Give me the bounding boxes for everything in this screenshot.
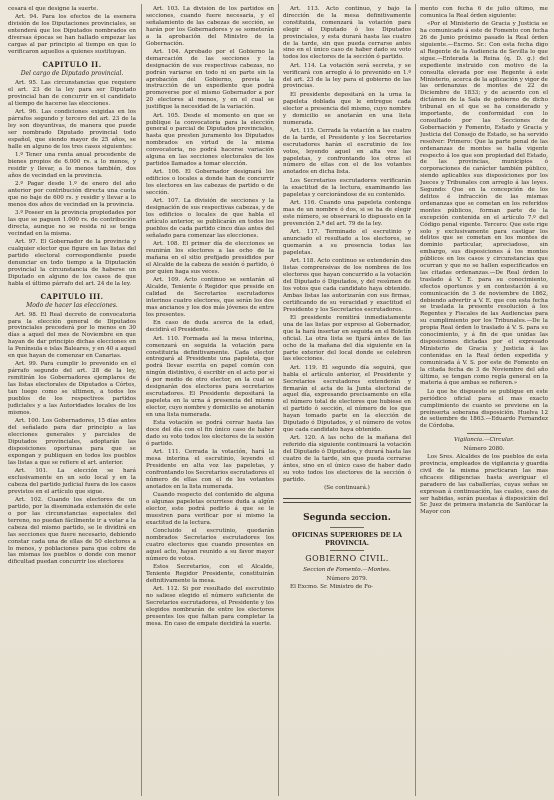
article-paragraph: Art. 115. Cerrada la votación a las cuatro de la tarde, el Presidente y los Secretarios escrutadores harán el escrutinio de los votos, leyendo aquel en alta voz las papeletas, y confrontando los otros el número de ellas con el de los votantes anotados en dicha lista.	[283, 127, 411, 176]
divider	[330, 527, 364, 528]
chapter-title: CAPITULO III.	[40, 291, 104, 301]
chapter-subtitle: Modo de hacer las elecciones.	[26, 301, 118, 309]
article-paragraph: El presidente remitirá inmediatamente una de las listas por expreso al Gobernador, que la hará insertar en seguida en el Boletín oficial. La otra lista se fijará ántes de las ocho de la mañana del día siguiente en la parte exterior del local donde se celebren las elecciones.	[283, 314, 411, 363]
article-paragraph: Lo que he dispuesto se publique en este periódico oficial para el mas exacto cumplimiento de cuanto se previene en la preinserta soberana disposición. Huelva 12 de setiembre de 1863.—Eduardo Fernandez de Córdoba.	[420, 388, 548, 430]
government-heading: GOBIERNO CIVIL.	[305, 554, 389, 564]
article-paragraph: Art. 103. La división de los partidos en secciones, cuando fuere necesaria, y el señalamiento de las cabezas de sección, se harán por los Gobernadores y se someterán a la aprobación del Ministro de la Gobernación.	[146, 6, 274, 47]
article-paragraph: En caso de duda acerca de la edad, decidirá el Presidente.	[146, 320, 274, 334]
article-paragraph: Art. 104. Aprobado por el Gobierno la demarcación de las secciones y la designación de sus respectivas cabezas, no podrán variarse en todo ni en parte sin la aprobación del Gobierno, previa la instrucción de un expediente que podrá promoverse por el mismo Gobernador a por 20 electores al menos, y en el cual se justifique la necesidad de la variación.	[146, 48, 274, 111]
article-paragraph: Art. 98. El Real decreto de convocatoria para la elección general de Diputados provinciales precederá por lo menos en 30 días a aquel del mes de Noviembre en que hayan de dar principio dichas elecciones en la Península e islas Baleares, y en 40 a aquel en que hayan de comenzar en Canarias.	[8, 311, 136, 360]
continuation-note: (Se continuará.)	[324, 485, 370, 492]
article-paragraph: Art. 99. Para cumplir lo prevenido en el párrafo segundo del art. 28 de la ley, remitirán los Gobernadores ejemplares de las listas electorales de Diputados a Córtes, tan luego como se ultimen, a todos los pueblos de los respectivos partidos judiciales y a las Autoridades locales de los mismos.	[8, 361, 136, 416]
article-paragraph: Art. 100. Los Gobernadores, 15 días antes del señalado para dar principio a las elecciones generales y parciales de Diputados provinciales, adoptarán las disposiciones oportunas para que se expongan y publiquen en todos los pueblos las listas a que se refiere el art. anterior.	[8, 418, 136, 466]
column-rule	[141, 4, 142, 796]
column-4	[420, 6, 548, 796]
article-paragraph: Concluido el escrutinio, quedarán nombrados Secretarios escrutadores los cuatro electores que cuando presentes en aquel acto, hayan reunido a su favor mayor número de votos.	[146, 528, 274, 562]
chapter-subtitle: Del cargo de Diputado provincial.	[20, 69, 124, 77]
article-paragraph: Art. 97. El Gobernador de la provincia y cualquier elector que figure en las listas del partido electoral correspondiente puede denunciar en todo tiempo a la Diputación provincial la circunstancia de haberse un Diputado en alguno de los casos de que habla el último párrafo del art. 24 de la ley.	[8, 239, 136, 287]
article-paragraph: Art. 116. Cuando una papeleta contenga mas de un nombre ó dos, si se ha de elegir este número, se observará lo dispuesto en la prevención 2.ª del art. 79 de la ley.	[283, 199, 411, 227]
order-number: Número 2079.	[326, 575, 368, 582]
divider	[330, 550, 364, 551]
paragraph: Art. 94. Para los efectos de la esenera división de los Diputaciones provinciales, se entenderá que los Diputados nombrados en diversas épocas se han hallado empezar las cargas al par principio al tiempo en que lo verificaron aquellos a quienes sustituyan.	[8, 14, 136, 55]
column-3	[283, 6, 411, 796]
article-paragraph: Art. 119. El segundo día seguirá, que habla el artículo anterior, el Presidente y Secretarios escrutadores extenderán y firmarán el acta de la Junta electoral de aquel día, expresando precisamente en ella el número total de electores que hubiese en el partido ó sección, el número de los que hayan tomado parte en la elección de Diputado ó Diputados, y el número de votos que cada candidato haya obtenido.	[283, 364, 411, 433]
article-paragraph: Art. 95. Las circunstancias que requiere el art. 23 de la ley para ser Diputado provincial han de concurrir en el candidato al tiempo de hacerse las elecciones.	[8, 79, 136, 107]
article-paragraph: Art. 108. El primer día de elecciones se reunirán los electores a las ocho de la mañana en el sitio prefijado presididos por el Alcalde de la cabeza de sesión ó partido, ó por quien haga sus veces.	[146, 241, 274, 276]
paragraph: cesará el que designe la suerte.	[8, 6, 99, 12]
article-paragraph: «Por el Ministerio de Gracia y Justicia se ha comunicado á este de Fomento con fecha 26 de Junio próximo pasado la Real órden siguiente.—Excmo. Sr.: Con esta fecha digo al Regente de la Audiencia de Sevilla lo que sigue.—Enterada la Reina (q. D. g.) del expediente instruido con motivo de la consulta elevada por ese Regente á este Ministerio, acerca de la aplicación y vigor de las ordenanzas de montes de 22 de Diciembre de 1833; y de acuerdo con el dictámen de la Sala de gobierno de dicho tribunal en el que se ha considerado y importante, de conformidad con lo consultado por las Secciones de Gobernación y Fomento, Estado y Gracia y Justicia del Consejo de Estado, se ha servido resolver: Primero: Que la parte penal de las ordenanzas de montes se halla vigente respecto á los que son propiedad del Estado, de las provincias, municipios ó corporaciones de carácter también público, siendo aplicables sus disposiciones por los Jueces y Tribunales con arreglo á las leyes. Segundo: Que en la concepción de los delitos é infracción de las mismas ordenanzas que se cometan en los referidos montes públicos, forman parte de la excepción contenida en el artículo 7.º del Código penal vigente. Tercero: Que este rige solo y exclusivamente para castigar los delitos que se cometan en los montes de dominio particular, apreciadose, sin embargo, sus disposiciones á los montes públicos en los casos y circunstancias que ocurran y que no se hallen especificados en las citadas ordenanzas.—De Real órden lo traslado á V. E. para su conocimiento, efectos oportunos y en contestación á su comunicación de 3 de noviembre de 1862, debiendo advertir a V. E. que con esta fecha se traslada la presente resolución á los Regentes y Fiscales de las Audiencias para su cumplimiento por los Tribunales.—De la propia Real órden lo traslado á V. S. para su conocimiento, y á fin de que unidas las disposiciones dictadas por el expresado Ministerio de Gracia y Justicia á las contenidas en la Real órden expedida y comunicada á V. S. por este de Fomento en la citada fecha de 3 de Noviembre del año último, se tengan como regla general en la materia á que ambas se refieren.»	[420, 21, 548, 387]
article-paragraph: Cuando respecto del contenido de alguna o algunas papeletas ocurriese duda a algún elector, este podrá pedirlo á que se le muestren para verificar por sí mismo la exactitud de la lectura.	[146, 492, 274, 526]
divider	[467, 433, 501, 434]
article-paragraph: Estos Secretarios, con el Alcalde, Teniente Regidor Presidente, constituirán definitivamente la mesa.	[146, 564, 274, 584]
article-paragraph: Art. 112. Si por resultado del escrutinio no saliese elegido el número suficiente de Secretarios escrutadores, el Presidente y los elegidos nombrarán de entre los electores presentes los que faltan para completar la mesa. En caso de empate decidirá la suerte.	[146, 586, 274, 627]
article-paragraph: Los Sres. Alcaldes de los pueblos de esta provincia, empleados de vigilancia y guardia civil de la misma practicaran las mas eficaces diligencias hasta averiguar el paradero de las caballerías, cuyas señas se expresan á continuación, las cuales, caso de ser habidas, serán puestas á disposición del Sr. Juez de primera instancia de Sanlúcar la Mayor con	[420, 454, 548, 516]
article-paragraph: El Excmo. Sr. Ministro de Fo-	[290, 583, 373, 590]
article-paragraph: Art. 110. Formada así la mesa interina, comenzará en seguida la votación para constituirla definitivamente. Cada elector entregará al Presidente una papeleta, que podrá llevar escrita en papel común con ningún distintivo, ó escribir en el acto por sí ó por medio de otro elector, en la cual se designarán dos electores para secretarios escrutadores. El Presidente depositará la papeleta en la urna á presencia del mismo elector, cuyo nombre y domicilio se anotarán en una lista numerada.	[146, 335, 274, 418]
column-rule	[415, 4, 416, 796]
offices-heading: OFICINAS SUPERIORES DE LA PROVINCIA.	[291, 532, 402, 547]
article-paragraph: Art. 113. Acto continuo, y bajo la dirección de la mesa definitivamente constituida, comenzará la votación para elegir el Diputado ó los Diputados provinciales, y esta durará hasta las cuatro de la tarde, sin que pueda cerrarse antes sino en el único caso de haber dado su voto todos los electores de la sección ó partido.	[283, 6, 411, 61]
article-paragraph: mento con fecha 6 de julio último, me comunica la Real órden siguiente:	[420, 6, 548, 19]
article-paragraph: Art. 101. La elección se hará exclusivamente en un solo local y en la cabeza del partido judicial fuera de los casos previstos en el artículo que sigue.	[8, 468, 136, 495]
column-2	[146, 6, 274, 796]
article-paragraph: Art. 117. Terminado el escrutinio y anunciado el resultado a los electores, se quemarán a su presencia todas las papeletas.	[283, 229, 411, 256]
article-paragraph: Art. 106. El Gobernador designará los edificios o locales a donde han de concurrir los electores en las cabezas de partido o de sección.	[146, 169, 274, 197]
article-paragraph: 1.º Tener una renta anual procedente de bienes propios de 6.000 rs. a lo menos, y residir y llevar, a lo menos también, dos años de vecindad en la provincia.	[8, 151, 136, 179]
article-paragraph: Art. 109. Acto continuo se sentarán al Alcalde, Teniente ó Regidor que preside en calidad de Secretarios escrutadores interinos cuatro electores, que serán los dos mas ancianos y los dos más jóvenes de entre los presentes.	[146, 277, 274, 318]
order-number: Número 2080.	[463, 445, 505, 452]
column-1	[8, 6, 136, 796]
subsection-title: Vigilancia.—Circular.	[454, 437, 514, 444]
article-paragraph: Art. 118. Acto continuo se extenderán dos listas comprensivas de los nombres de los electores que hayan concurrido a la votación del Diputado ó Diputados, y del resúmen de los votos que cada candidato haya obtenido. Ambas listas las autorizarán con sus firmas, certificando de su veracidad y exactitud el Presidente y los Secretarios escrutadores.	[283, 258, 411, 313]
section-title: Segunda seccion.	[303, 513, 391, 524]
article-paragraph: Art. 96. Las condiciones exigidas en los párrafos segundo y tercero del art. 23 de la ley son disyuntivas, de manera que puede ser nombrado Diputado provincial todo español, que siendo mayor de 25 años, se halle en alguno de los tres casos siguientes:	[8, 108, 136, 150]
article-paragraph: Esta votación se podrá cerrar hasta las doce del día con el fin único caso de haber dado su voto todos los electores de la sesión ó partido.	[146, 420, 274, 447]
article-paragraph: Art. 114. La votación será secreta, y se verificará con arreglo á lo prevenido en 1.º del art. 23 de la ley para el gobierno de las provincias.	[283, 62, 411, 90]
subsection-title: Seccion de Fomento.—Montes.	[303, 567, 391, 574]
article-paragraph: Art. 102. Cuando los electores de un partido, por la diseminada extensión de este o por las circunstancias especiales del terreno, no puedan fácilmente ir a votar a la cabeza del mismo partido, se le dividirá en las secciones que fuere necesario, debiendo constar cada una de ellas de 50 electores a lo menos, y poblaciones para que cobre de las mismas los pueblos o donde con menor dificultad puedan concurrir los electores	[8, 497, 136, 566]
article-paragraph: Art. 120. A las ocho de la mañana del referido día siguiente continuará la votación del Diputado ó Diputados, y durará hasta las cuatro de la tarde, sin que pueda cerrarse ántes, sino en el único caso de haber dado su voto todos los electores de la sección ó partido.	[283, 435, 411, 483]
section-divider	[283, 498, 411, 503]
article-paragraph: Art. 111. Cerrada la votación, hará la mesa interina el escrutinio, leyendo el Presidente en alta voz las papeletas, y confrontando los Secretarios escrutadores el número de ellas con el de los votantes anotados en la lista numerada.	[146, 449, 274, 490]
article-paragraph: El presidente depositará en la urna la papeleta doblada que le entregue cada elector a presencia del mismo, cuyo nombre y domicilio se anotarán en una lista numerada.	[283, 91, 411, 126]
column-rule	[278, 4, 279, 796]
article-paragraph: Los Secretarios escrutadores verificarán la exactitud de la lectura, examinando las papeletas y cerciorándose de su contenido.	[283, 177, 411, 198]
article-paragraph: 3.º Poseer en la provincia propiedades por las que se paguen 1.000 rs. de contribución directa, aunque no se resida ni se tenga vecindad en la misma.	[8, 210, 136, 237]
article-paragraph: Art. 107. La división de secciones y la designación de sus respectivas cabezas, y de los edificios o locales de que habla el artículo anterior, se publicarán en todos los pueblos de cada partido cinco días antes del señalado para comenzar las elecciones.	[146, 198, 274, 239]
article-paragraph: Art. 105. Desde el momento en que se publique la convocatoria para la elección general o parcial de Diputados provinciales, hasta que presten juramento los Diputados nombrados en virtud de la misma convocatoria, no podrá hacerse variación alguna en las secciones electorales de los partidos llamados a tomar elección.	[146, 112, 274, 167]
article-paragraph: 2.º Pagar desde 1.º de enero del año anterior por contribución directa una cuota que no baje de 600 rs. y residir y llevar a lo menos dos años de vecindad en la provincia.	[8, 181, 136, 208]
chapter-title: CAPITULO II.	[42, 59, 102, 69]
